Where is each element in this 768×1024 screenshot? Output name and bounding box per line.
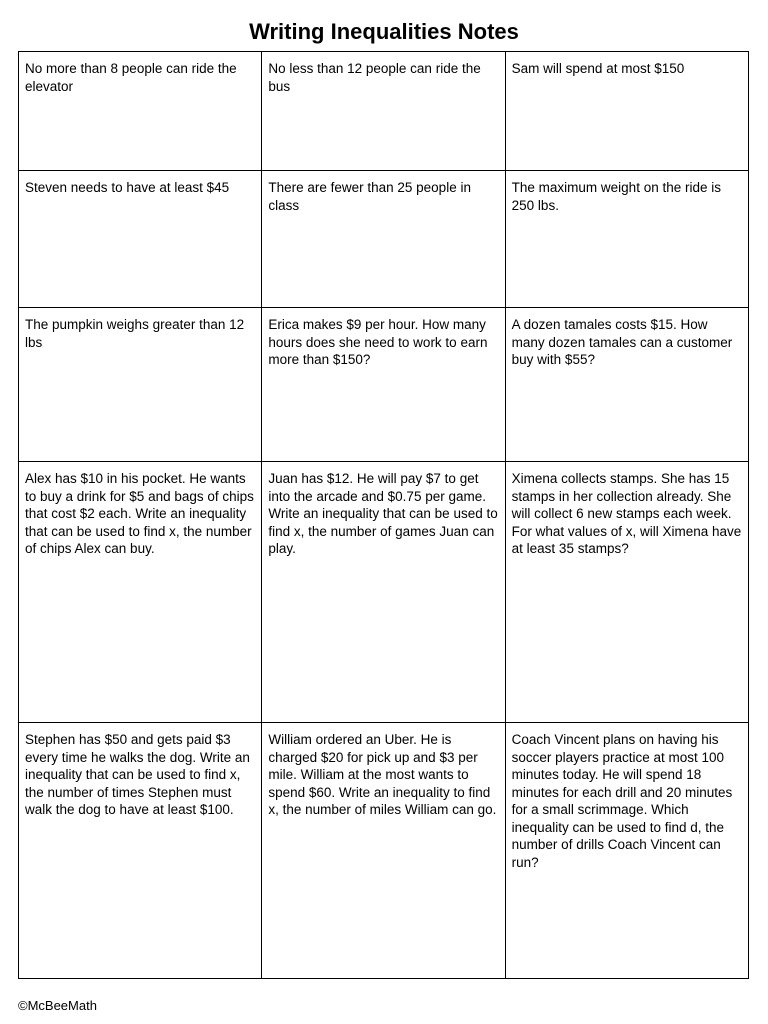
page-title: Writing Inequalities Notes bbox=[249, 19, 519, 44]
problem-cell: The pumpkin weighs greater than 12 lbs bbox=[19, 308, 262, 462]
grid-row bbox=[19, 462, 749, 723]
problem-cell: Erica makes $9 per hour. How many hours does she need to work to earn more than $150? bbox=[262, 308, 505, 462]
problem-cell: Ximena collects stamps. She has 15 stamps in her collection already. She will collect 6 new stamps each week. For what values of x, will Ximena have at least 35 stamps? bbox=[505, 462, 748, 723]
problem-cell: No less than 12 people can ride the bus bbox=[262, 52, 505, 171]
problem-cell: Juan has $12. He will pay $7 to get into the arcade and $0.75 per game. Write an inequality that can be used to find x, the number of games Juan can play. bbox=[262, 462, 505, 723]
grid-row bbox=[19, 171, 749, 308]
grid-row bbox=[19, 52, 749, 171]
problem-cell: Sam will spend at most $150 bbox=[505, 52, 748, 171]
problem-cell: There are fewer than 25 people in class bbox=[262, 171, 505, 308]
problem-cell: No more than 8 people can ride the elevator bbox=[19, 52, 262, 171]
problem-cell: Alex has $10 in his pocket. He wants to buy a drink for $5 and bags of chips that cost $2 each. Write an inequality that can be used to find x, the number of chips Alex can buy. bbox=[19, 462, 262, 723]
problem-cell: Stephen has $50 and gets paid $3 every time he walks the dog. Write an inequality that can be used to find x, the number of times Stephen must walk the dog to have at least $100. bbox=[19, 723, 262, 979]
grid-row bbox=[19, 308, 749, 462]
problem-cell: The maximum weight on the ride is 250 lbs. bbox=[505, 171, 748, 308]
grid-row bbox=[19, 723, 749, 979]
problem-cell: A dozen tamales costs $15. How many dozen tamales can a customer buy with $55? bbox=[505, 308, 748, 462]
problems-grid bbox=[18, 51, 749, 979]
problem-cell: Coach Vincent plans on having his soccer players practice at most 100 minutes today. He will spend 18 minutes for each drill and 20 minutes for a small scrimmage. Which inequality can be used to find d, the number of drills Coach Vincent can run? bbox=[505, 723, 748, 979]
problem-cell: Steven needs to have at least $45 bbox=[19, 171, 262, 308]
copyright-footer: ©McBeeMath bbox=[18, 998, 97, 1013]
problem-cell: William ordered an Uber. He is charged $20 for pick up and $3 per mile. William at the most wants to spend $60. Write an inequality to find x, the number of miles William can go. bbox=[262, 723, 505, 979]
